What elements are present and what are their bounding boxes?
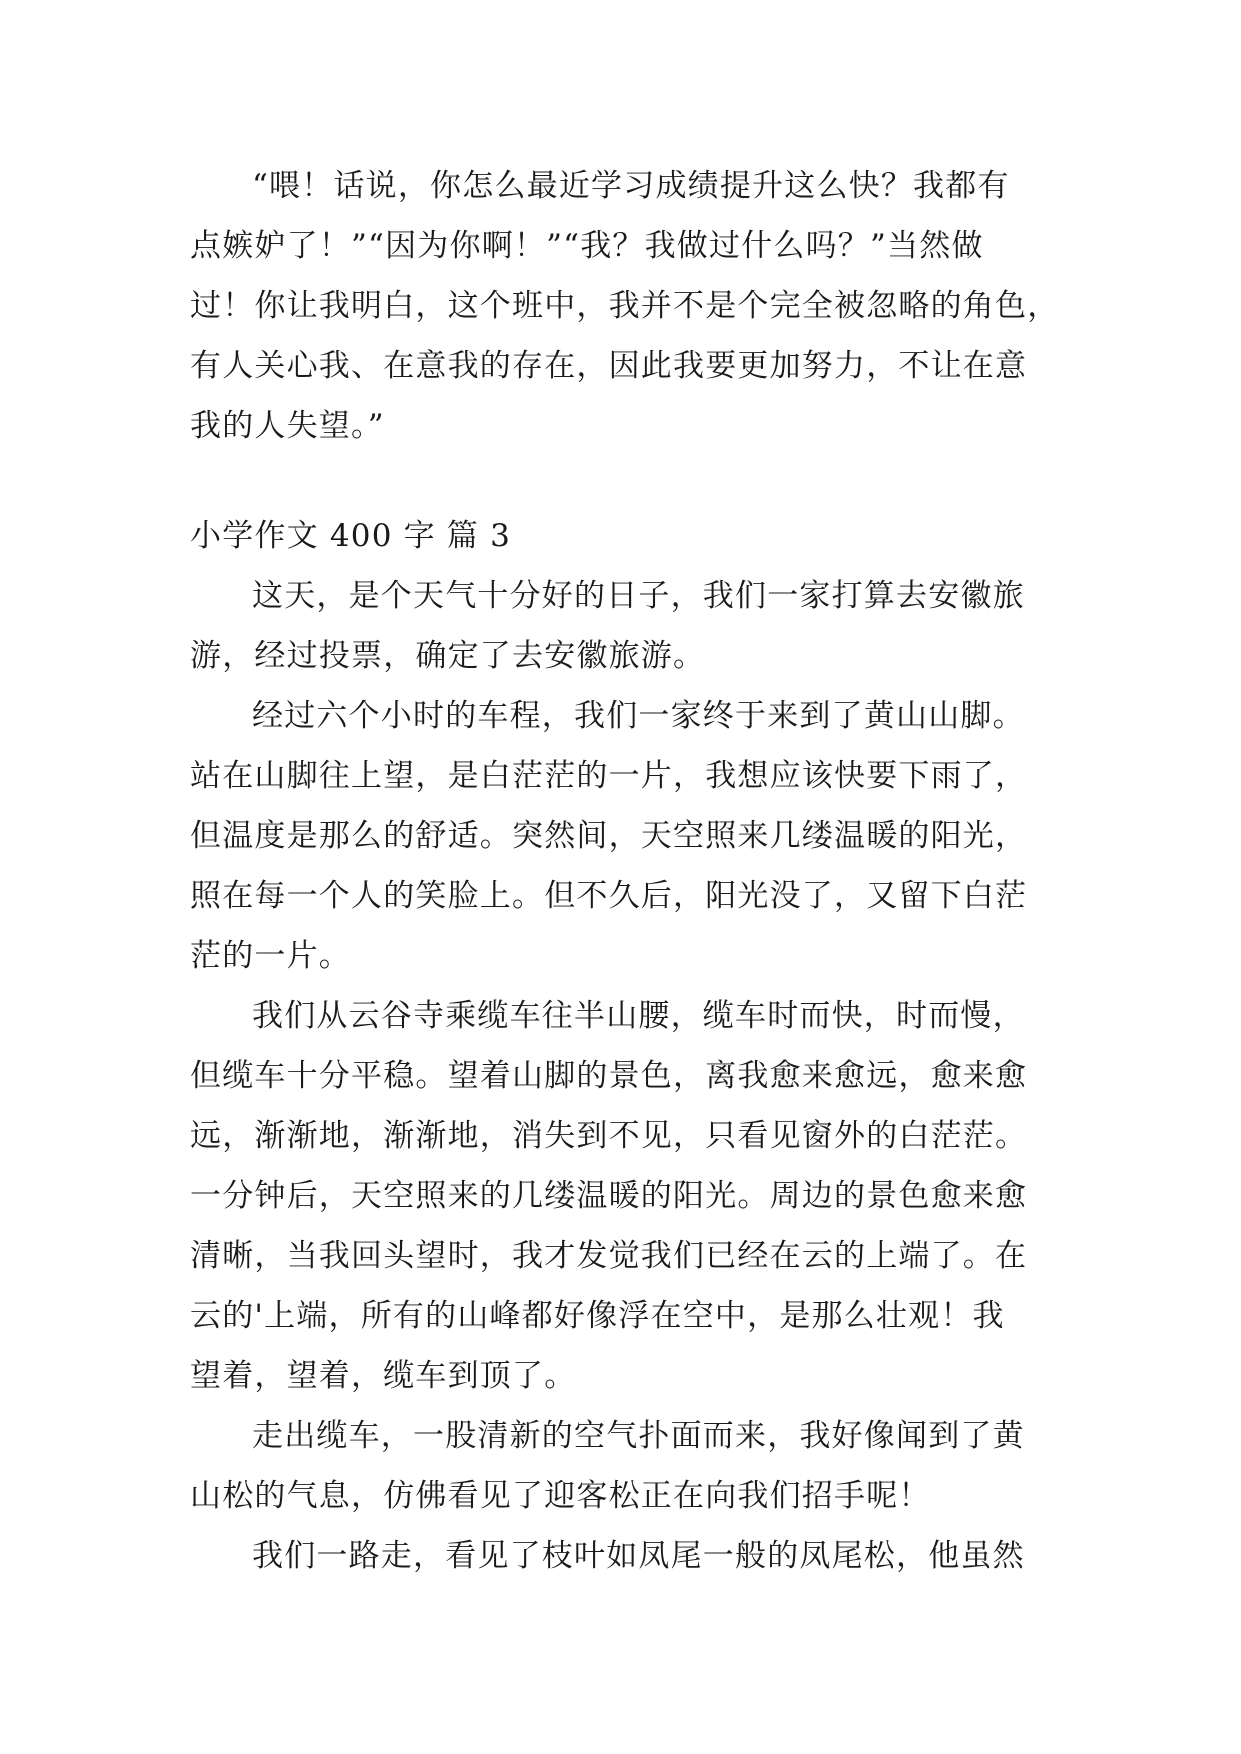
paragraph-line: 照在每一个人的笑脸上。但不久后，阳光没了，又留下白茫 bbox=[190, 878, 1028, 914]
paragraph-line: 我的人失望。” bbox=[190, 408, 385, 444]
paragraph-line: 有人关心我、在意我的存在，因此我要更加努力，不让在意 bbox=[190, 348, 1028, 384]
paragraph-line: 山松的气息，仿佛看见了迎客松正在向我们招手呢！ bbox=[190, 1478, 931, 1514]
paragraph-phoenix-pine bbox=[190, 1526, 1050, 1586]
paragraph-line: 但缆车十分平稳。望着山脚的景色，离我愈来愈远，愈来愈 bbox=[190, 1058, 1028, 1094]
paragraph-line: 望着，望着，缆车到顶了。 bbox=[190, 1358, 577, 1394]
paragraph-line: 一分钟后，天空照来的几缕温暖的阳光。周边的景色愈来愈 bbox=[190, 1178, 1028, 1214]
paragraph-line: 茫的一片。 bbox=[190, 938, 351, 974]
paragraph-line: 站在山脚往上望，是白茫茫的一片，我想应该快要下雨了， bbox=[190, 758, 1028, 794]
paragraph-line: 云的'上端，所有的山峰都好像浮在空中，是那么壮观！我 bbox=[190, 1298, 1005, 1334]
paragraph-line: 经过六个小时的车程，我们一家终于来到了黄山山脚。 bbox=[252, 698, 1025, 734]
paragraph-cable-car bbox=[190, 986, 1050, 1406]
paragraph-line: 远，渐渐地，渐渐地，消失到不见，只看见窗外的白茫茫。 bbox=[190, 1118, 1028, 1154]
paragraph-dialogue bbox=[190, 156, 1060, 456]
section-title: 小学作文 400 字 篇 3 bbox=[190, 518, 512, 554]
section-heading bbox=[190, 506, 1050, 566]
paragraph-line: 这天，是个天气十分好的日子，我们一家打算去安徽旅 bbox=[252, 578, 1025, 614]
paragraph-line: 清晰，当我回头望时，我才发觉我们已经在云的上端了。在 bbox=[190, 1238, 1028, 1274]
paragraph-line: “喂！话说，你怎么最近学习成绩提升这么快？我都有 bbox=[252, 168, 1010, 204]
paragraph-trip-plan bbox=[190, 566, 1050, 686]
paragraph-line: 点嫉妒了！”“因为你啊！”“我？我做过什么吗？”当然做 bbox=[190, 228, 984, 264]
paragraph-mountain-foot bbox=[190, 686, 1050, 986]
paragraph-fresh-air bbox=[190, 1406, 1050, 1526]
paragraph-line: 走出缆车，一股清新的空气扑面而来，我好像闻到了黄 bbox=[252, 1418, 1025, 1454]
paragraph-line: 过！你让我明白，这个班中，我并不是个完全被忽略的角色， bbox=[190, 288, 1060, 324]
paragraph-line: 游，经过投票，确定了去安徽旅游。 bbox=[190, 638, 706, 674]
paragraph-line: 我们一路走，看见了枝叶如凤尾一般的凤尾松，他虽然 bbox=[252, 1538, 1025, 1574]
paragraph-line: 但温度是那么的舒适。突然间，天空照来几缕温暖的阳光， bbox=[190, 818, 1028, 854]
paragraph-line: 我们从云谷寺乘缆车往半山腰，缆车时而快，时而慢， bbox=[252, 998, 1025, 1034]
